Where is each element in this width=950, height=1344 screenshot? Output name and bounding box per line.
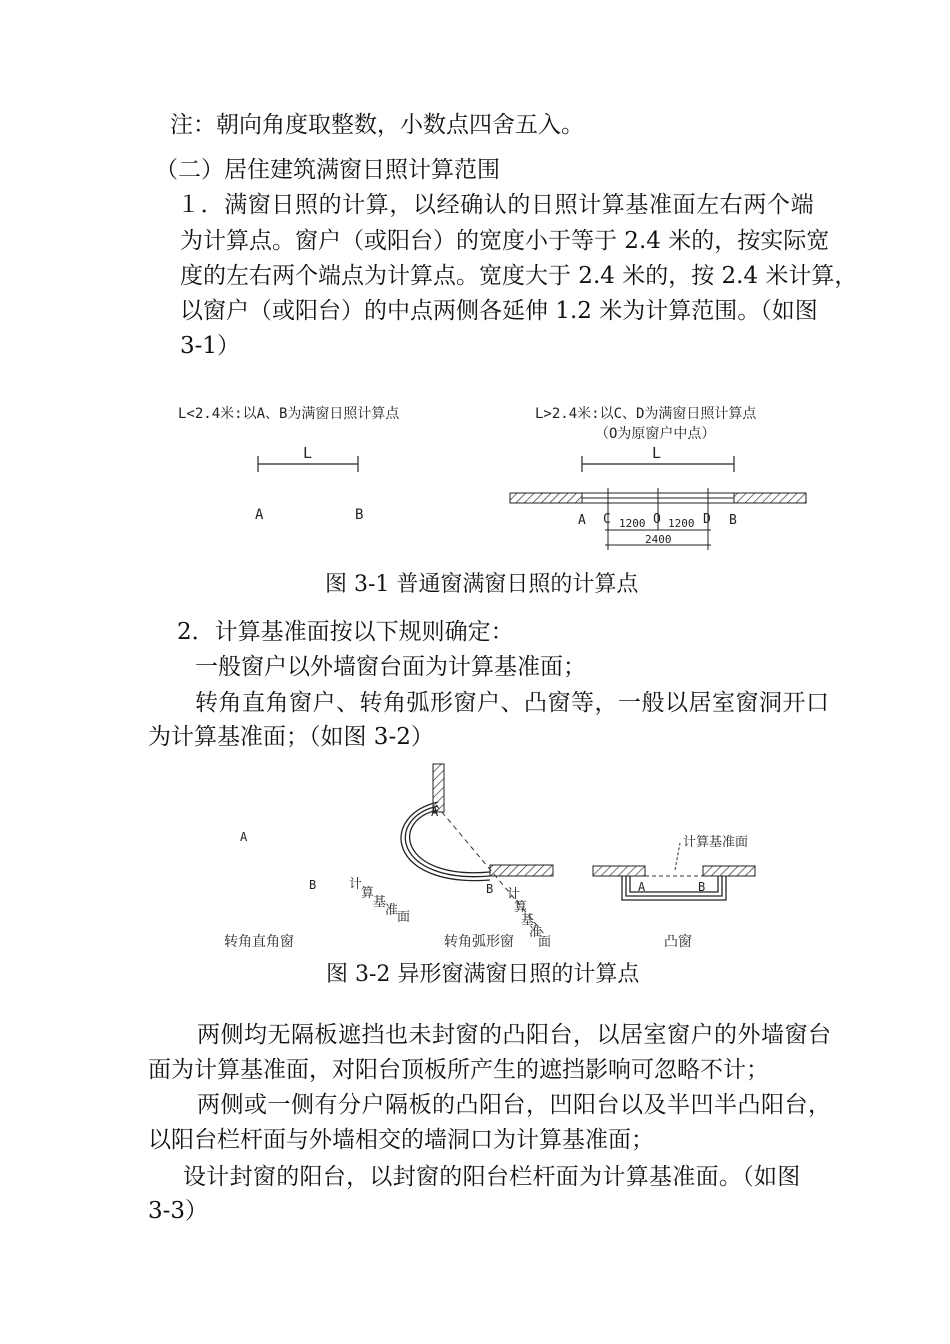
svg-text:面: 面 [538,935,552,950]
label-A: A [255,507,264,523]
paragraph-line: １．满窗日照的计算，以经确认的日照计算基准面左右两个端 [177,192,815,218]
label-B: B [309,878,317,892]
label-L: L [303,444,313,462]
fig2-label-corner: 转角直角窗 [224,934,294,950]
label-A: A [240,830,248,844]
paragraph-line: 两侧均无隔板遮挡也未封窗的凸阳台，以居室窗户的外墙窗台 [197,1022,832,1048]
label-O: O [653,512,661,527]
paragraph-line: 度的左右两个端点为计算点。宽度大于 2.4 米的，按 2.4 米计算， [180,263,858,289]
label-A: A [431,805,439,819]
paragraph-line: 两侧或一侧有分户隔板的凸阳台，凹阳台以及半凹半凸阳台， [197,1092,832,1118]
figure-caption: 图 3-1 普通窗满窗日照的计算点 [325,572,639,597]
figure-3-2-bay-window [593,834,755,950]
dim-2400: 2400 [645,533,672,546]
figure-3-2-corner-window [224,830,316,950]
label-B: B [355,507,364,523]
svg-text:计: 计 [349,877,363,892]
paragraph-line: 面为计算基准面，对阳台顶板所产生的遮挡影响可忽略不计； [148,1057,769,1083]
label-A: A [578,513,586,528]
paragraph-line: 3-1） [180,333,241,359]
fig1-left-title: L<2.4米:以A、B为满窗日照计算点 [178,406,400,422]
figure-3-1-left [178,405,400,523]
paragraph-line: 转角直角窗户、转角弧形窗户、凸窗等，一般以居室窗洞开口 [195,690,830,716]
paragraph-line: 以阳台栏杆面与外墙相交的墙洞口为计算基准面； [148,1127,654,1153]
paragraph-line: 3-3） [148,1198,209,1224]
svg-text:基: 基 [521,913,535,928]
wall-left [510,493,582,503]
figure-3-1-right [510,405,806,550]
dim-1200-left: 1200 [619,517,646,530]
label-B: B [486,882,494,896]
wall-right [703,866,755,876]
label-L: L [652,444,662,462]
leader-line [675,843,680,870]
fig2-label-arc: 转角弧形窗 [444,934,514,950]
note-line: 注：朝向角度取整数，小数点四舍五入。 [170,112,584,138]
wall-right [734,493,806,503]
svg-text:算: 算 [361,886,375,901]
wall-left [593,866,645,876]
fig2-base-label: 计算基准面 [683,835,749,850]
label-B: B [729,513,737,528]
figure-caption: 图 3-2 异形窗满窗日照的计算点 [326,962,640,987]
diagonal-base-label-left [349,876,410,925]
svg-text:计: 计 [507,887,521,902]
svg-text:准: 准 [529,925,543,940]
wall-horizontal [490,865,553,876]
label-C: C [603,512,611,527]
paragraph-line: 为计算基准面；（如图 3-2） [148,724,434,750]
fig1-right-title: L>2.4米:以C、D为满窗日照计算点 [535,406,757,422]
svg-text:准: 准 [385,903,399,918]
paragraph-line: 为计算点。窗户（或阳台）的宽度小于等于 2.4 米的，按实际宽 [180,228,830,254]
paragraph-line: 2．计算基准面按以下规则确定： [177,619,514,645]
svg-text:算: 算 [514,900,528,915]
dim-1200-right: 1200 [668,517,695,530]
svg-text:面: 面 [397,910,411,925]
svg-text:基: 基 [373,895,387,910]
fig1-right-subtitle: （O为原窗户中点） [595,426,716,442]
paragraph-line: 以窗户（或阳台）的中点两侧各延伸 1.2 米为计算范围。（如图 [180,298,818,324]
fig2-label-bay: 凸窗 [664,934,692,950]
paragraph-line: 设计封窗的阳台，以封窗的阳台栏杆面为计算基准面。（如图 [183,1164,801,1190]
paragraph-line: 一般窗户以外墙窗台面为计算基准面； [195,654,586,680]
section-heading: （二）居住建筑满窗日照计算范围 [155,157,500,183]
label-D: D [703,512,711,527]
label-B: B [698,880,706,894]
label-A: A [638,880,646,894]
